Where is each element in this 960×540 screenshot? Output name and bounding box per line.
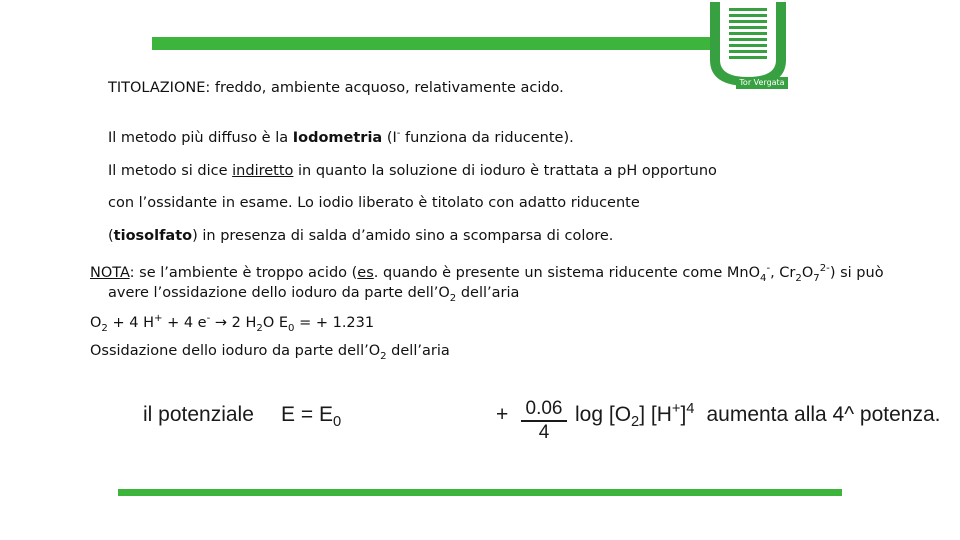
underlined-nota: NOTA	[90, 265, 130, 281]
text: + 4 H	[107, 315, 154, 331]
superscript: -	[766, 263, 771, 275]
subscript: 2	[380, 350, 387, 362]
text: O	[90, 315, 102, 331]
subscript: 2	[256, 322, 263, 334]
formula-prefix: il potenziale	[143, 403, 254, 426]
text: dell’aria	[386, 343, 450, 359]
superscript-exponent: 4	[686, 401, 695, 417]
superscript: 2-	[819, 263, 830, 275]
text: Il metodo si dice	[108, 163, 233, 179]
text: E = E	[281, 403, 333, 426]
text: avere l’ossidazione dello ioduro da parte dell’O	[108, 285, 450, 301]
superscript: +	[153, 313, 163, 325]
line-reaction-equation	[90, 313, 375, 334]
arrow-icon: →	[210, 315, 232, 331]
subscript: 2	[101, 322, 108, 334]
superscript: +	[671, 401, 681, 417]
line-ossidante	[108, 195, 640, 211]
bold-iodometria: Iodometria	[292, 130, 383, 146]
superscript: -	[396, 128, 401, 140]
bottom-green-bar	[118, 489, 842, 496]
underlined-es: es	[357, 265, 374, 281]
text: ) in presenza di salda d’amido sino a scomparsa di colore.	[192, 228, 614, 244]
formula-log	[575, 401, 695, 431]
formula-plus: +	[496, 403, 509, 426]
text: Ossidazione dello ioduro da parte dell’O	[90, 343, 381, 359]
subscript: 0	[332, 414, 342, 431]
text: O	[801, 265, 814, 281]
text: con l’ossidante in esame. Lo iodio liberato è titolato con adatto riducente	[108, 195, 640, 211]
text: + 4 e	[162, 315, 207, 331]
line-ossidazione-ioduro	[90, 343, 450, 362]
text: . quando è presente un sistema riducente come MnO	[373, 265, 760, 281]
line-tiosolfato	[108, 228, 613, 244]
text: ]	[680, 403, 687, 426]
text: : se l’ambiente è troppo acido (	[129, 265, 358, 281]
heading-text: TITOLAZIONE: freddo, ambiente acquoso, relativamente acido.	[108, 80, 564, 96]
subscript: 2	[449, 292, 457, 304]
formula-fraction	[521, 398, 567, 444]
text: = + 1.231	[294, 315, 375, 331]
nernst-formula	[143, 398, 941, 448]
line-iodometria	[108, 130, 574, 146]
line-ossidazione-aria	[108, 285, 520, 304]
text: dell’aria	[456, 285, 520, 301]
logo-caption: Tor Vergata	[736, 77, 788, 89]
text: log [O	[575, 403, 632, 426]
bold-tiosolfato: tiosolfato	[113, 228, 193, 244]
line-metodo-indiretto	[108, 163, 717, 179]
text: O E	[262, 315, 289, 331]
line-nota	[90, 263, 884, 284]
underlined-indiretto: indiretto	[232, 163, 294, 179]
text: (	[108, 228, 114, 244]
fraction-numerator: 0.06	[521, 398, 567, 422]
formula-suffix: aumenta alla 4^ potenza.	[706, 403, 941, 426]
text: in quanto la soluzione di ioduro è trattata a pH opportuno	[293, 163, 717, 179]
text: funziona da riducente).	[400, 130, 574, 146]
fraction-denominator: 4	[538, 422, 550, 443]
text: Il metodo più diffuso è la	[108, 130, 293, 146]
superscript: -	[206, 313, 211, 325]
subscript: 7	[813, 272, 820, 284]
subscript: 2	[795, 272, 802, 284]
top-green-bar	[152, 37, 712, 50]
heading-titolazione	[108, 80, 564, 96]
text: (I	[382, 130, 397, 146]
subscript: 0	[288, 322, 295, 334]
text: 2 H	[231, 315, 257, 331]
subscript: 4	[759, 272, 767, 284]
subscript: 2	[631, 414, 640, 431]
text: ) si può	[829, 265, 884, 281]
text: , Cr	[770, 265, 796, 281]
text: ] [H	[639, 403, 672, 426]
formula-eq-left	[281, 403, 342, 431]
